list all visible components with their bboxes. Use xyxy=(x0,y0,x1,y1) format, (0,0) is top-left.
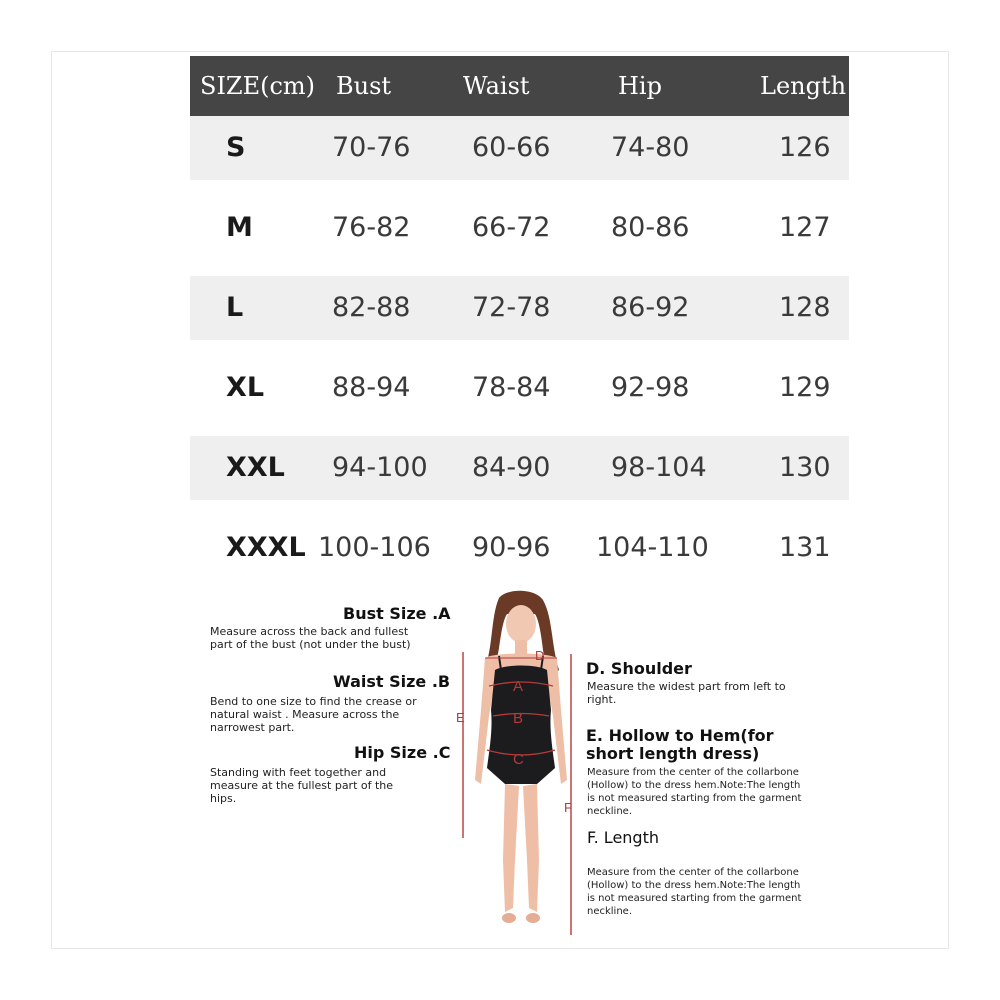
marker-a: A xyxy=(513,678,524,695)
hollow-description xyxy=(587,766,837,818)
cell-hip: 86-92 xyxy=(611,292,690,323)
marker-b: B xyxy=(513,710,524,727)
table-row xyxy=(190,116,849,180)
header-waist: Waist xyxy=(463,72,530,100)
cell-size: M xyxy=(226,212,253,243)
cell-bust: 70-76 xyxy=(332,132,411,163)
cell-hip: 98-104 xyxy=(611,452,707,483)
hip-text-line: Standing with feet together and xyxy=(210,766,387,779)
cell-bust: 94-100 xyxy=(332,452,428,483)
cell-bust: 88-94 xyxy=(332,372,411,403)
waist-description xyxy=(210,695,470,734)
hollow-text-line: neckline. xyxy=(587,806,633,817)
cell-bust: 76-82 xyxy=(332,212,411,243)
hip-text-line: hips. xyxy=(210,792,237,805)
table-row xyxy=(190,276,849,340)
hip-title: Hip Size .C xyxy=(354,743,451,762)
cell-waist: 78-84 xyxy=(472,372,551,403)
size-table xyxy=(190,56,849,580)
cell-hip: 92-98 xyxy=(611,372,690,403)
waist-text-line: Bend to one size to find the crease or xyxy=(210,695,417,708)
waist-title: Waist Size .B xyxy=(333,672,451,691)
header-length: Length xyxy=(760,72,847,100)
cell-size: S xyxy=(226,132,246,163)
hip-text-line: measure at the fullest part of the xyxy=(210,779,394,792)
bust-description xyxy=(210,625,470,651)
hollow-title-line: short length dress) xyxy=(586,744,760,763)
cell-length: 130 xyxy=(779,452,831,483)
bust-title: Bust Size .A xyxy=(343,604,451,623)
length-text-line: neckline. xyxy=(587,906,633,917)
length-text-line: (Hollow) to the dress hem.Note:The length xyxy=(587,880,801,891)
marker-c: C xyxy=(513,751,524,768)
header-bust: Bust xyxy=(336,72,392,100)
cell-length: 128 xyxy=(779,292,831,323)
shoulder-text-line: Measure the widest part from left to xyxy=(587,680,786,693)
length-text-line: Measure from the center of the collarbone xyxy=(587,867,799,878)
table-header xyxy=(190,56,849,116)
cell-length: 131 xyxy=(779,532,831,563)
marker-e: E xyxy=(456,710,465,725)
cell-hip: 104-110 xyxy=(596,532,709,563)
cell-bust: 100-106 xyxy=(318,532,431,563)
table-row xyxy=(190,196,849,260)
cell-waist: 72-78 xyxy=(472,292,551,323)
shoulder-title: D. Shoulder xyxy=(586,659,692,678)
table-row xyxy=(190,436,849,500)
cell-hip: 80-86 xyxy=(611,212,690,243)
cell-waist: 66-72 xyxy=(472,212,551,243)
cell-size: XXL xyxy=(226,452,285,483)
hollow-text-line: (Hollow) to the dress hem.Note:The length xyxy=(587,780,801,791)
marker-d: D xyxy=(535,648,545,663)
length-title: F. Length xyxy=(587,828,659,847)
hollow-text-line: is not measured starting from the garment xyxy=(587,793,802,804)
cell-size: L xyxy=(226,292,244,323)
length-text-line: is not measured starting from the garment xyxy=(587,893,802,904)
waist-text-line: narrowest part. xyxy=(210,721,295,734)
cell-waist: 90-96 xyxy=(472,532,551,563)
bust-text-line: part of the bust (not under the bust) xyxy=(210,638,411,651)
header-hip: Hip xyxy=(618,72,662,100)
model-figure xyxy=(455,590,585,935)
cell-size: XL xyxy=(226,372,265,403)
table-row xyxy=(190,516,849,580)
shoulder-description xyxy=(587,680,837,706)
hollow-title-line: E. Hollow to Hem(for xyxy=(586,726,774,745)
shoulder-text-line: right. xyxy=(587,693,617,706)
cell-bust: 82-88 xyxy=(332,292,411,323)
hollow-title xyxy=(586,727,846,763)
cell-size: XXXL xyxy=(226,532,306,563)
bust-text-line: Measure across the back and fullest xyxy=(210,625,409,638)
cell-length: 129 xyxy=(779,372,831,403)
cell-length: 126 xyxy=(779,132,831,163)
table-row xyxy=(190,356,849,420)
hollow-text-line: Measure from the center of the collarbone xyxy=(587,767,799,778)
cell-length: 127 xyxy=(779,212,831,243)
marker-f: F xyxy=(564,800,572,815)
cell-waist: 60-66 xyxy=(472,132,551,163)
header-size: SIZE(cm) xyxy=(200,72,316,100)
waist-text-line: natural waist . Measure across the xyxy=(210,708,400,721)
cell-hip: 74-80 xyxy=(611,132,690,163)
cell-waist: 84-90 xyxy=(472,452,551,483)
length-description xyxy=(587,866,837,918)
hip-description xyxy=(210,766,450,805)
